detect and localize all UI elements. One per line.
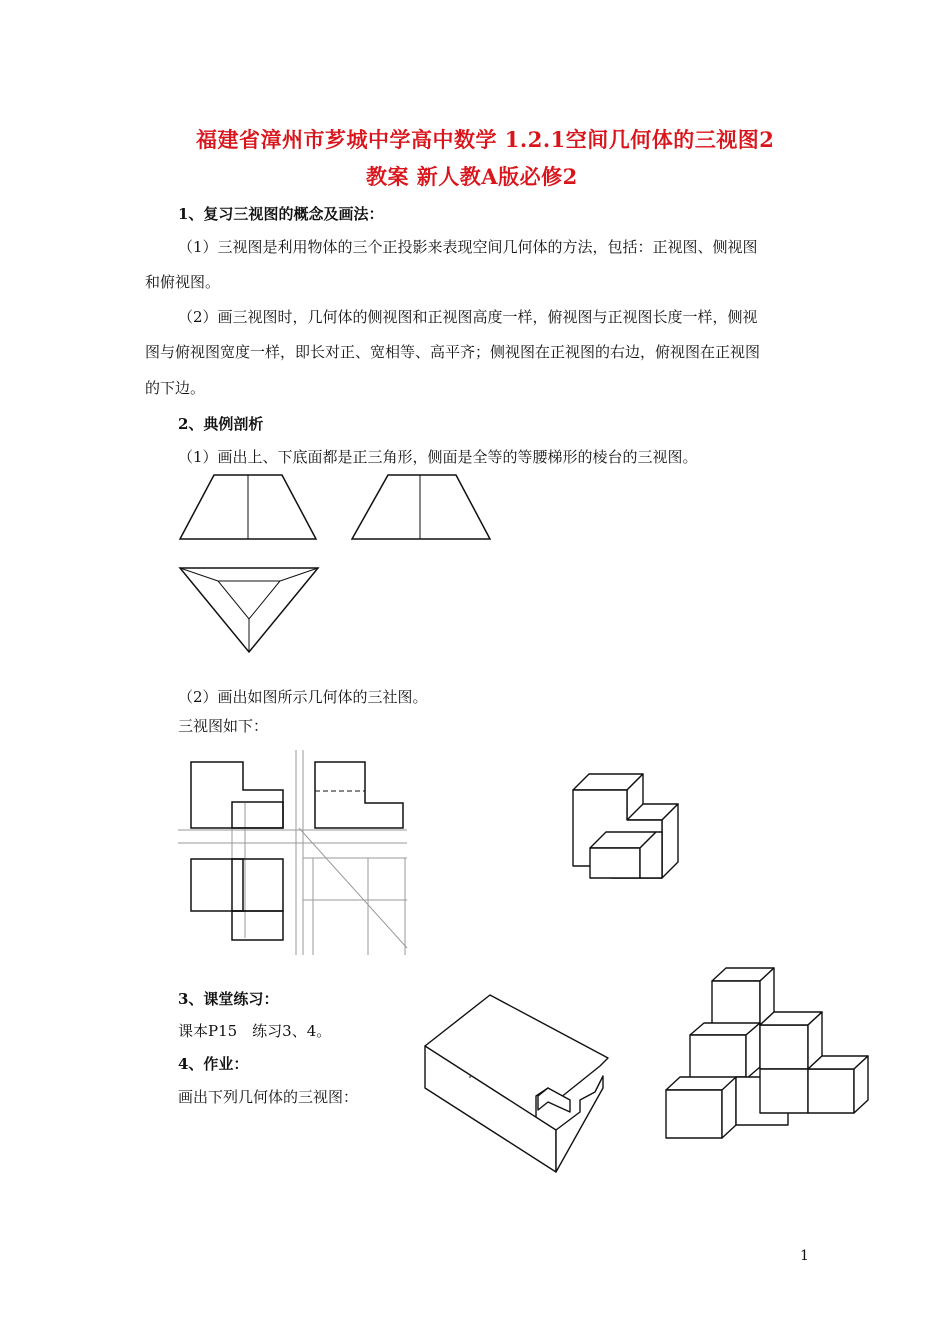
homework-solid-2 <box>660 965 890 1155</box>
example1-text: （1）画出上、下底面都是正三角形，侧面是全等的等腰梯形的棱台的三视图。 <box>178 448 698 466</box>
document-title-line2: 教案 新人教A版必修2 <box>366 164 578 189</box>
section1-para1-line2: 和俯视图。 <box>145 273 221 291</box>
frustum-side-view <box>350 472 492 542</box>
section1-heading: 1、复习三视图的概念及画法： <box>178 205 384 223</box>
section3-heading: 3、课堂练习： <box>178 990 279 1008</box>
section1-para2-line1: （2）画三视图时，几何体的侧视图和正视图高度一样，俯视图与正视图长度一样，侧视 <box>178 308 758 326</box>
frustum-top-view <box>178 566 320 656</box>
document-title-line1: 福建省漳州市芗城中学高中数学 1.2.1空间几何体的三视图2 <box>196 127 775 152</box>
example2-subtext: 三视图如下： <box>178 717 269 735</box>
section3-text: 课本P15 练习3、4。 <box>178 1022 332 1040</box>
section4-text: 画出下列几何体的三视图： <box>178 1088 359 1106</box>
section2-heading: 2、典例剖析 <box>178 415 264 433</box>
homework-solid-1 <box>420 988 620 1178</box>
page-number: 1 <box>800 1248 809 1264</box>
section1-para2-line3: 的下边。 <box>145 379 206 397</box>
three-view-drawing <box>175 748 415 958</box>
section4-heading: 4、作业： <box>178 1055 249 1073</box>
frustum-front-view <box>178 472 318 542</box>
section1-para2-line2: 图与俯视图宽度一样，即长对正、宽相等、高平齐；侧视图在正视图的右边，俯视图在正视图 <box>145 343 761 361</box>
example2-solid-isometric <box>570 770 690 880</box>
example2-text: （2）画出如图所示几何体的三社图。 <box>178 688 428 706</box>
section1-para1-line1: （1）三视图是利用物体的三个正投影来表现空间几何体的方法，包括：正视图、侧视图 <box>178 238 758 256</box>
